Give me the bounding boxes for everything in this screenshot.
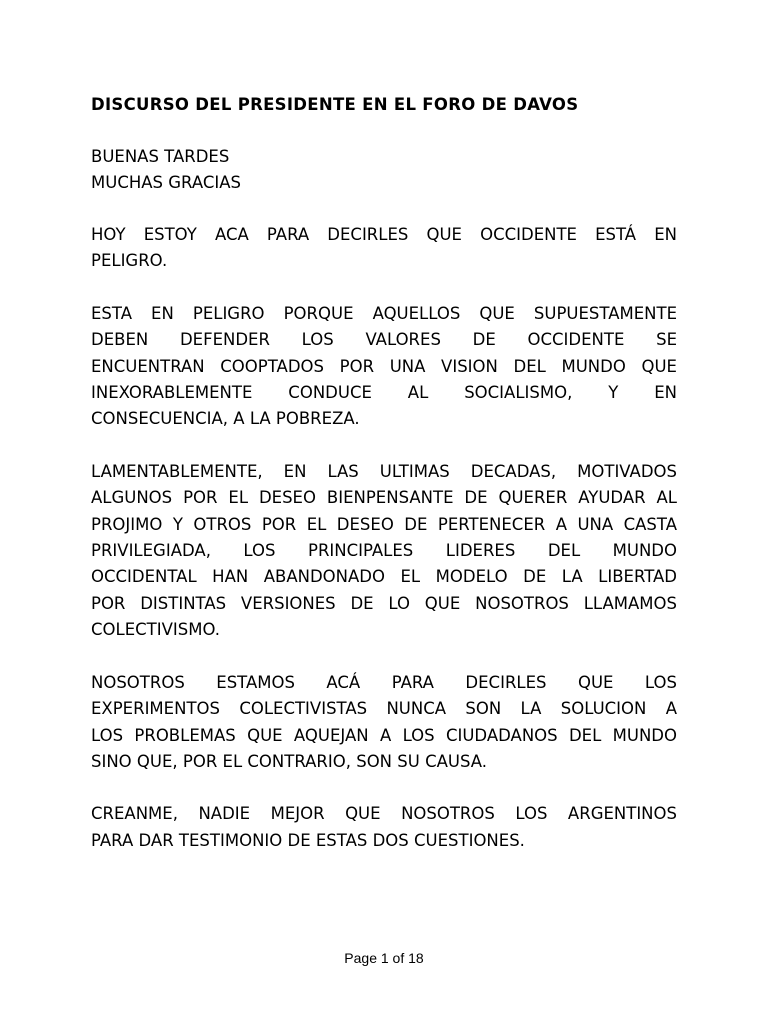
- paragraph-line: PARA DAR TESTIMONIO DE ESTAS DOS CUESTIONES.: [91, 830, 525, 850]
- paragraph-2: [91, 301, 677, 433]
- paragraph-line: POR DISTINTAS VERSIONES DE LO QUE NOSOTROS LLAMAMOS: [91, 593, 677, 613]
- paragraph-line: SINO QUE, POR EL CONTRARIO, SON SU CAUSA.: [91, 751, 487, 771]
- paragraph-line: PELIGRO.: [91, 251, 168, 271]
- paragraph-line: DEBEN DEFENDER LOS VALORES DE OCCIDENTE SE: [91, 330, 677, 350]
- paragraph-line: LOS PROBLEMAS QUE AQUEJAN A LOS CIUDADANOS DEL MUNDO: [91, 725, 677, 745]
- paragraph-line: CREANME, NADIE MEJOR QUE NOSOTROS LOS ARGENTINOS: [91, 804, 677, 824]
- paragraph-line: ESTA EN PELIGRO PORQUE AQUELLOS QUE SUPUESTAMENTE: [91, 303, 677, 323]
- paragraph-line: NOSOTROS ESTAMOS ACÁ PARA DECIRLES QUE LOS: [91, 672, 677, 692]
- paragraph-line: LAMENTABLEMENTE, EN LAS ULTIMAS DECADAS, MOTIVADOS: [91, 461, 677, 481]
- greeting-line: BUENAS TARDES: [91, 147, 230, 166]
- paragraph-line: ALGUNOS POR EL DESEO BIENPENSANTE DE QUERER AYUDAR AL: [91, 488, 677, 508]
- greeting-line: MUCHAS GRACIAS: [91, 173, 241, 192]
- document-body: [91, 92, 677, 854]
- greeting-block: [91, 144, 677, 196]
- paragraph-line: OCCIDENTAL HAN ABANDONADO EL MODELO DE LA LIBERTAD: [91, 567, 677, 587]
- paragraph-line: EXPERIMENTOS COLECTIVISTAS NUNCA SON LA SOLUCION A: [91, 699, 677, 719]
- paragraph-line: COLECTIVISMO.: [91, 620, 221, 640]
- paragraph-line: PROJIMO Y OTROS POR EL DESEO DE PERTENECER A UNA CASTA: [91, 514, 677, 534]
- paragraph-line: HOY ESTOY ACA PARA DECIRLES QUE OCCIDENTE ESTÁ EN: [91, 225, 677, 244]
- paragraph-3: [91, 459, 677, 644]
- document-title: DISCURSO DEL PRESIDENTE EN EL FORO DE DAVOS: [91, 95, 579, 114]
- paragraph-1: [91, 222, 677, 275]
- paragraph-line: PRIVILEGIADA, LOS PRINCIPALES LIDERES DEL MUNDO: [91, 541, 677, 561]
- page-number: Page 1 of 18: [344, 950, 424, 966]
- paragraph-line: INEXORABLEMENTE CONDUCE AL SOCIALISMO, Y EN: [91, 383, 677, 403]
- paragraph-5: [91, 801, 677, 854]
- paragraph-line: CONSECUENCIA, A LA POBREZA.: [91, 409, 360, 429]
- paragraph-4: [91, 670, 677, 776]
- paragraph-line: ENCUENTRAN COOPTADOS POR UNA VISION DEL MUNDO QUE: [91, 356, 677, 376]
